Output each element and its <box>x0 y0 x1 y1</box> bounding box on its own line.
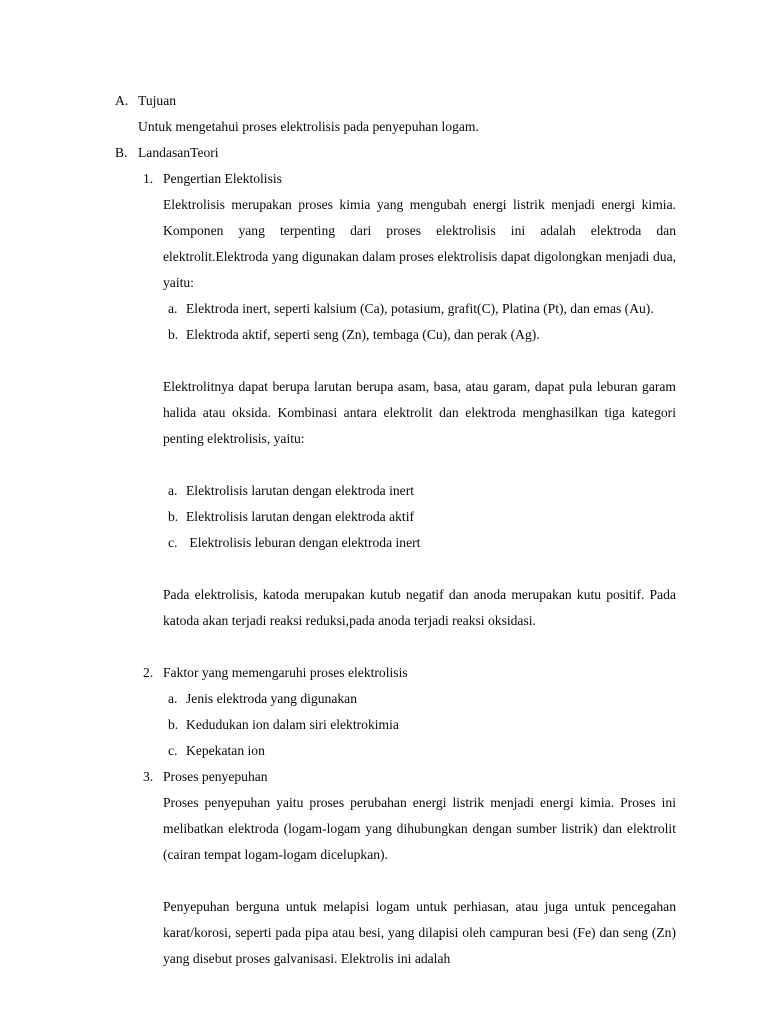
subsection-2-heading: Faktor yang memengaruhi proses elektrolisis <box>163 665 408 680</box>
category-item-text: Elektrolisis leburan dengan elektroda inert <box>186 535 421 550</box>
document-body <box>115 88 676 972</box>
section-b-heading: LandasanTeori <box>138 145 219 160</box>
subsection-3-paragraph-2: Penyepuhan berguna untuk melapisi logam untuk perhiasan, atau juga untuk pencegahan karat/korosi, seperti pada pipa atau besi, yang dilapisi oleh campuran besi (Fe) dan seng (Zn) yang disebut proses galvanisasi. Elektrolis ini adalah <box>163 899 676 966</box>
factor-item <box>168 738 676 764</box>
subsection-3-marker: 3. <box>143 769 154 784</box>
category-item-marker: a. <box>168 483 178 498</box>
section-a <box>115 88 676 114</box>
category-item <box>168 530 676 556</box>
subsection-3 <box>143 764 676 790</box>
subsection-2 <box>143 660 676 686</box>
section-b-marker: B. <box>115 145 128 160</box>
electrode-item <box>168 296 676 322</box>
category-item-text: Elektrolisis larutan dengan elektroda aktif <box>186 509 414 524</box>
section-a-marker: A. <box>115 93 129 108</box>
electrode-item-marker: b. <box>168 327 179 342</box>
factor-item-text: Kepekatan ion <box>186 743 265 758</box>
subsection-3-paragraph-1: Proses penyepuhan yaitu proses perubahan energi listrik menjadi energi kimia. Proses ini melibatkan elektroda (logam-logam yang dihubungkan dengan sumber listrik) dan elektrolit (cairan tempat logam-logam dicelupkan). <box>163 795 676 862</box>
factor-item-text: Jenis elektroda yang digunakan <box>186 691 358 706</box>
subsection-1 <box>143 166 676 192</box>
factor-item-marker: a. <box>168 691 178 706</box>
factor-item-text: Kedudukan ion dalam siri elektrokimia <box>186 717 399 732</box>
category-item <box>168 504 676 530</box>
section-a-paragraph: Untuk mengetahui proses elektrolisis pada penyepuhan logam. <box>138 119 479 134</box>
section-b <box>115 140 676 166</box>
category-item <box>168 478 676 504</box>
electrode-item-text: Elektroda inert, seperti kalsium (Ca), potasium, grafit(C), Platina (Pt), dan emas (Au). <box>186 301 654 316</box>
subsection-3-heading: Proses penyepuhan <box>163 769 268 784</box>
section-a-heading: Tujuan <box>138 93 177 108</box>
factor-item-marker: b. <box>168 717 179 732</box>
factor-item <box>168 686 676 712</box>
factor-item-marker: c. <box>168 743 178 758</box>
electrode-item <box>168 322 676 348</box>
subsection-1-paragraph-1: Elektrolisis merupakan proses kimia yang mengubah energi listrik menjadi energi kimia. Komponen yang terpenting dari proses elektrolisis ini adalah elektroda dan elektrolit.Elektroda yang digunakan dalam proses elektrolisis dapat digolongkan menjadi dua, yaitu: <box>163 197 676 290</box>
electrode-item-text: Elektroda aktif, seperti seng (Zn), tembaga (Cu), dan perak (Ag). <box>186 327 540 342</box>
subsection-1-marker: 1. <box>143 171 154 186</box>
factor-item <box>168 712 676 738</box>
electrode-item-marker: a. <box>168 301 178 316</box>
subsection-2-marker: 2. <box>143 665 154 680</box>
category-item-text: Elektrolisis larutan dengan elektroda inert <box>186 483 414 498</box>
category-item-marker: c. <box>168 535 178 550</box>
subsection-1-paragraph-2: Elektrolitnya dapat berupa larutan berupa asam, basa, atau garam, dapat pula leburan garam halida atau oksida. Kombinasi antara elektrolit dan elektroda menghasilkan tiga kategori penting elektrolisis, yaitu: <box>163 379 676 446</box>
category-item-marker: b. <box>168 509 179 524</box>
subsection-1-paragraph-3: Pada elektrolisis, katoda merupakan kutub negatif dan anoda merupakan kutu positif. Pada katoda akan terjadi reaksi reduksi,pada anoda terjadi reaksi oksidasi. <box>163 587 676 628</box>
subsection-1-heading: Pengertian Elektolisis <box>163 171 282 186</box>
